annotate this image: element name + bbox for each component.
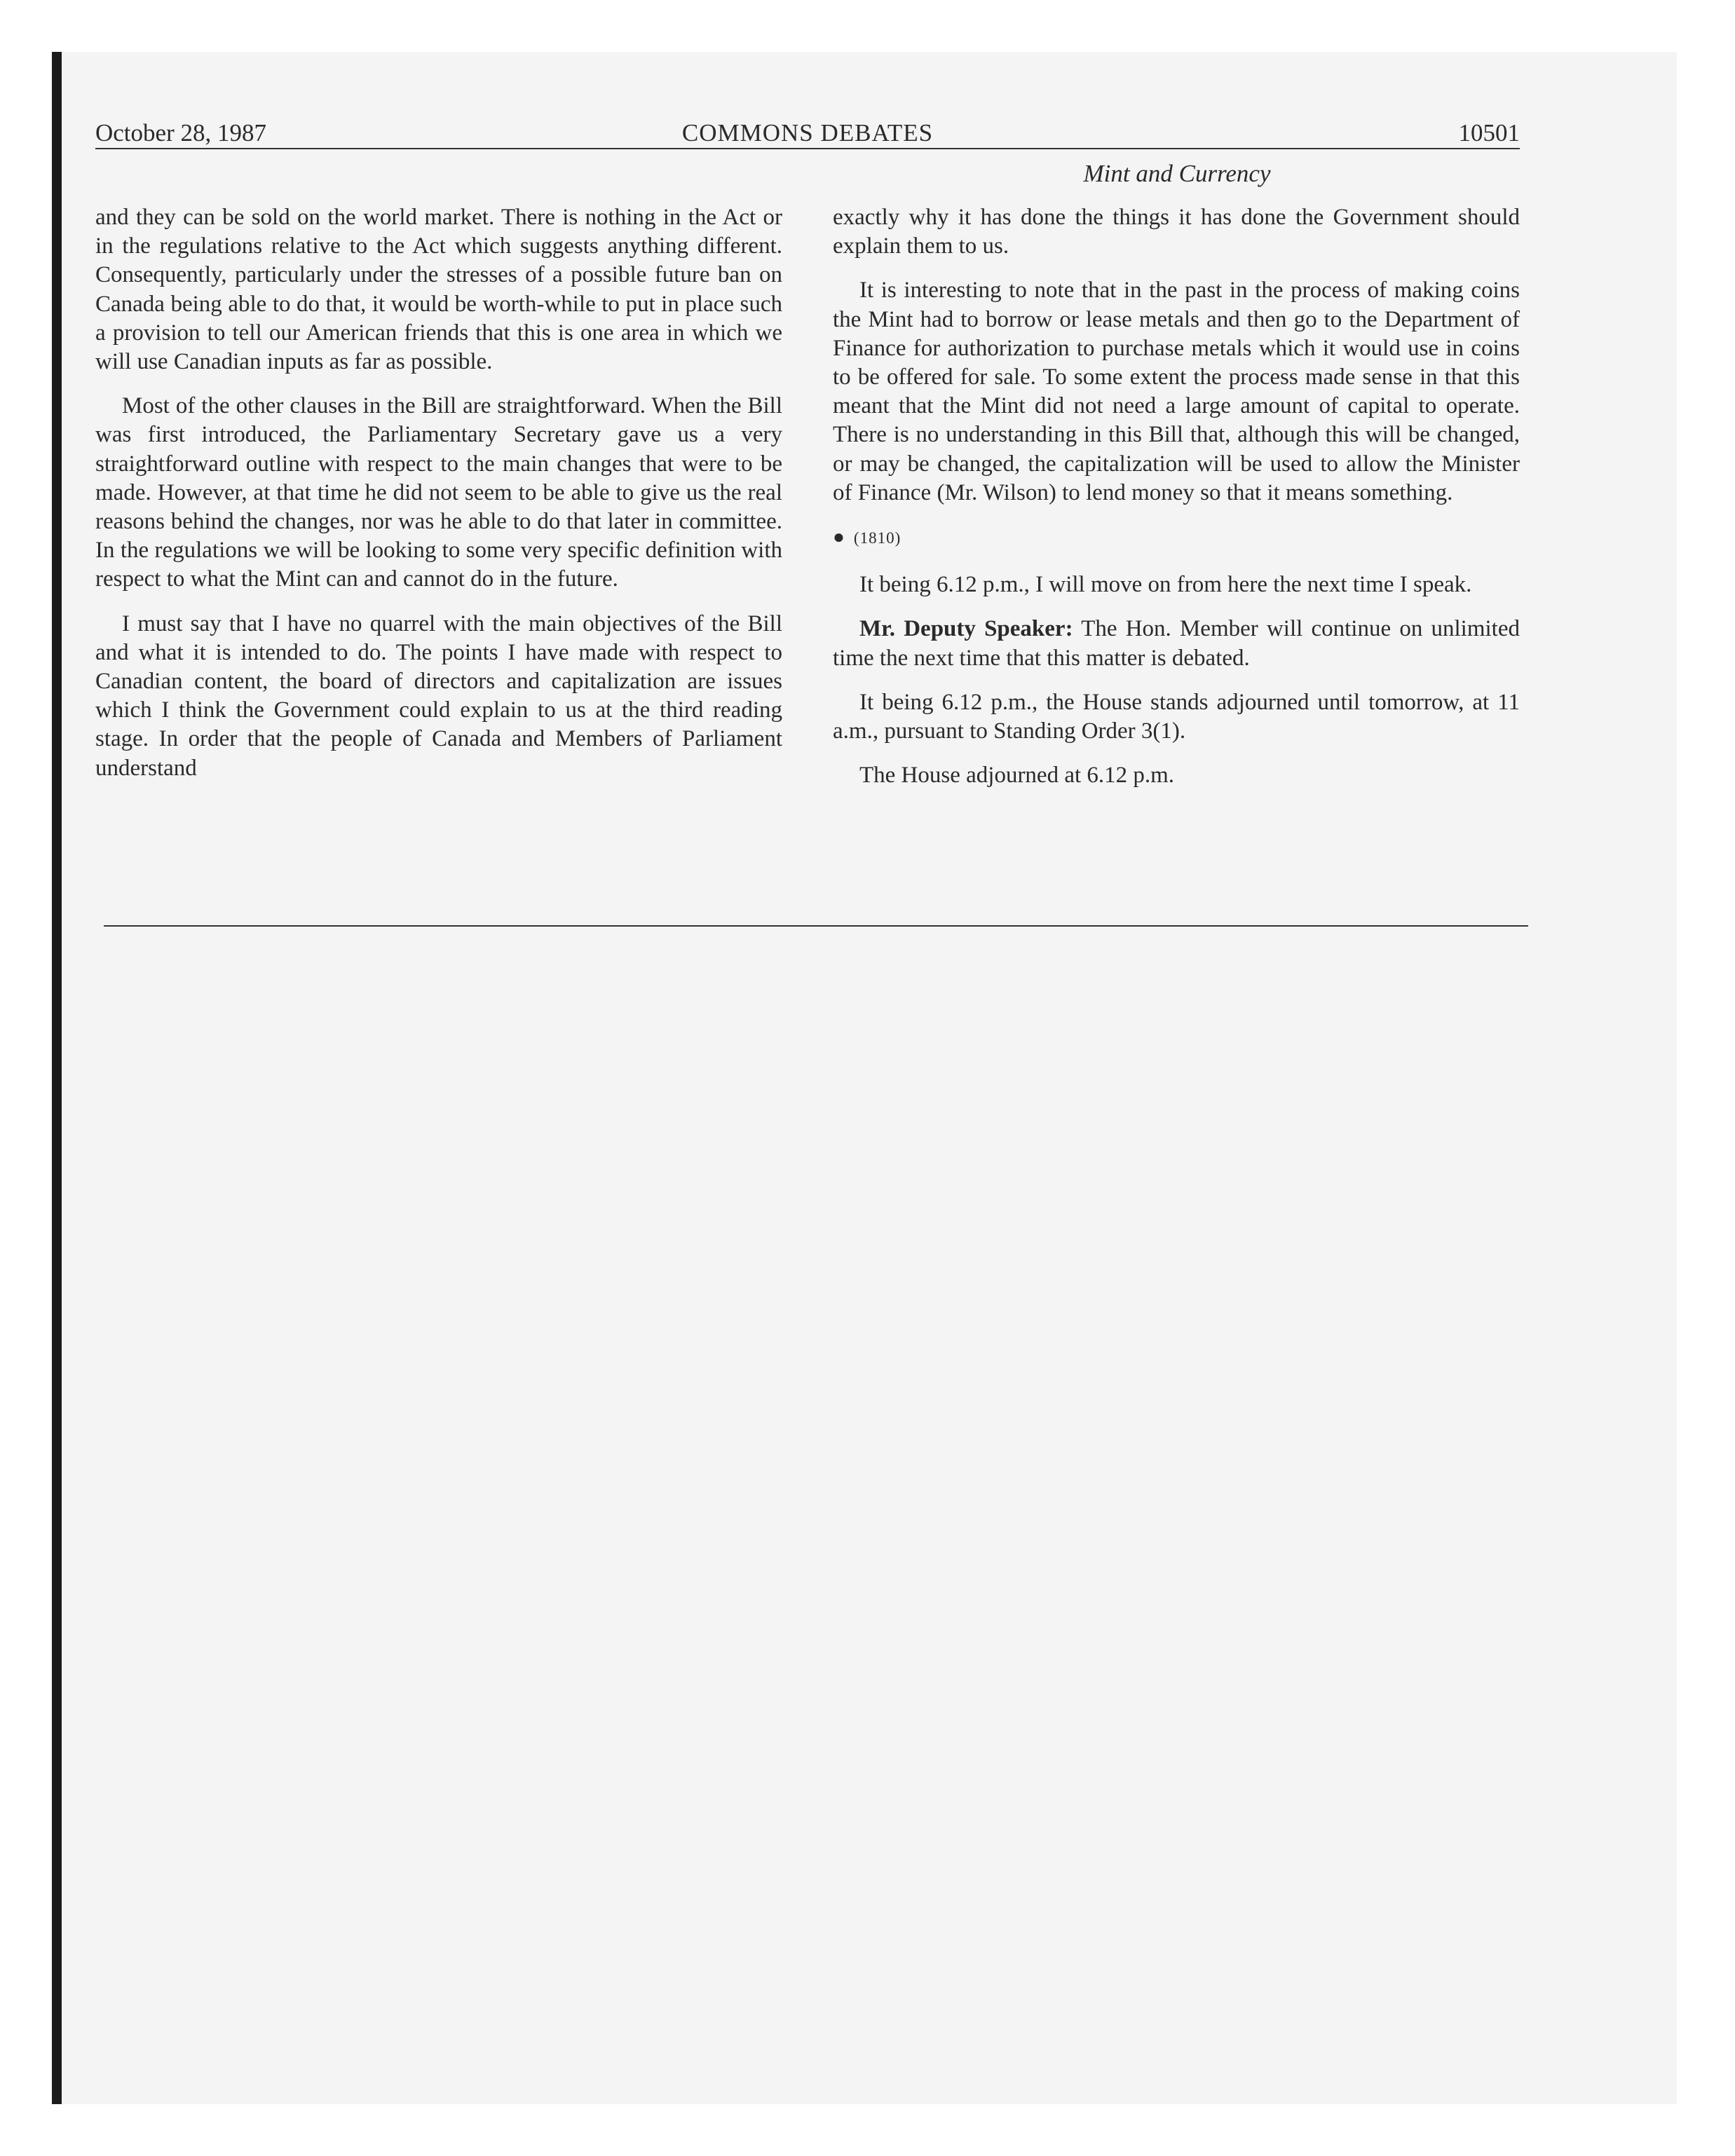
header-publication: COMMONS DEBATES — [681, 119, 934, 146]
header-rule — [95, 148, 1520, 149]
speaker-name: Mr. Deputy Speaker: — [859, 616, 1073, 642]
speaker-text: The Hon. Member will continue on unlimited time the next time that this matter is debated. — [833, 616, 1520, 671]
scan-edge-bar — [52, 52, 62, 2104]
paragraph: and they can be sold on the world market. There is nothing in the Act or in the regulations relative to the Act which suggests anything different. Consequently, particularly under the stresses of a possible future ban on Canada being able to do that, it would be worth-while to put in place such a provision to tell our American friends that this is one area in which we will use Canadian inputs as far as possible. — [95, 205, 782, 375]
paragraph: I must say that I have no quarrel with the main objectives of the Bill and what it is intended to do. The points I have made with respect to Canadian content, the board of directors and capitalization are issues which I think the Government could explain to us at the third reading stage. In order that the people of Canada and Members of Parliament understand — [95, 610, 782, 781]
paragraph: It being 6.12 p.m., I will move on from here the next time I speak. — [859, 572, 1472, 598]
header-page-number: 10501 — [1458, 119, 1520, 146]
left-column — [95, 203, 782, 798]
paragraph: exactly why it has done the things it has done the Government should explain them to us. — [833, 205, 1520, 259]
section-title: Mint and Currency — [1083, 160, 1271, 187]
paragraph: It is interesting to note that in the past in the process of making coins the Mint had to borrow or lease metals and then go to the Department of Finance for authorization to purchase metals which it would use in coins to be offered for sale. To some extent the process made sense in that this meant that the Mint did not need a large amount of capital to operate. There is no understanding in this Bill that, although this will be changed, or may be changed, the capitalization will be used to allow the Minister of Finance (Mr. Wilson) to lend money so that it means something. — [833, 278, 1520, 505]
paragraph: It being 6.12 p.m., the House stands adjourned until tomorrow, at 11 a.m., pursuant to Standing Order 3(1). — [833, 689, 1520, 744]
paragraph: Most of the other clauses in the Bill are straightforward. When the Bill was first introduced, the Parliamentary Secretary gave us a very straightforward outline with respect to the main changes that were to be made. However, at that time he did not seem to be able to give us the real reasons behind the changes, nor was he able to do that later in committee. In the regulations we will be looking to some very specific definition with respect to what the Mint can and cannot do in the future. — [95, 393, 782, 592]
time-marker-text: (1810) — [853, 529, 901, 547]
time-marker — [833, 523, 1520, 552]
bottom-rule — [104, 925, 1528, 927]
speaker-paragraph — [833, 615, 1520, 672]
page-header — [95, 109, 1520, 151]
paragraph: The House adjourned at 6.12 p.m. — [859, 763, 1175, 789]
bullet-icon: ● — [833, 526, 845, 549]
header-date: October 28, 1987 — [95, 119, 266, 146]
right-column — [833, 203, 1520, 805]
